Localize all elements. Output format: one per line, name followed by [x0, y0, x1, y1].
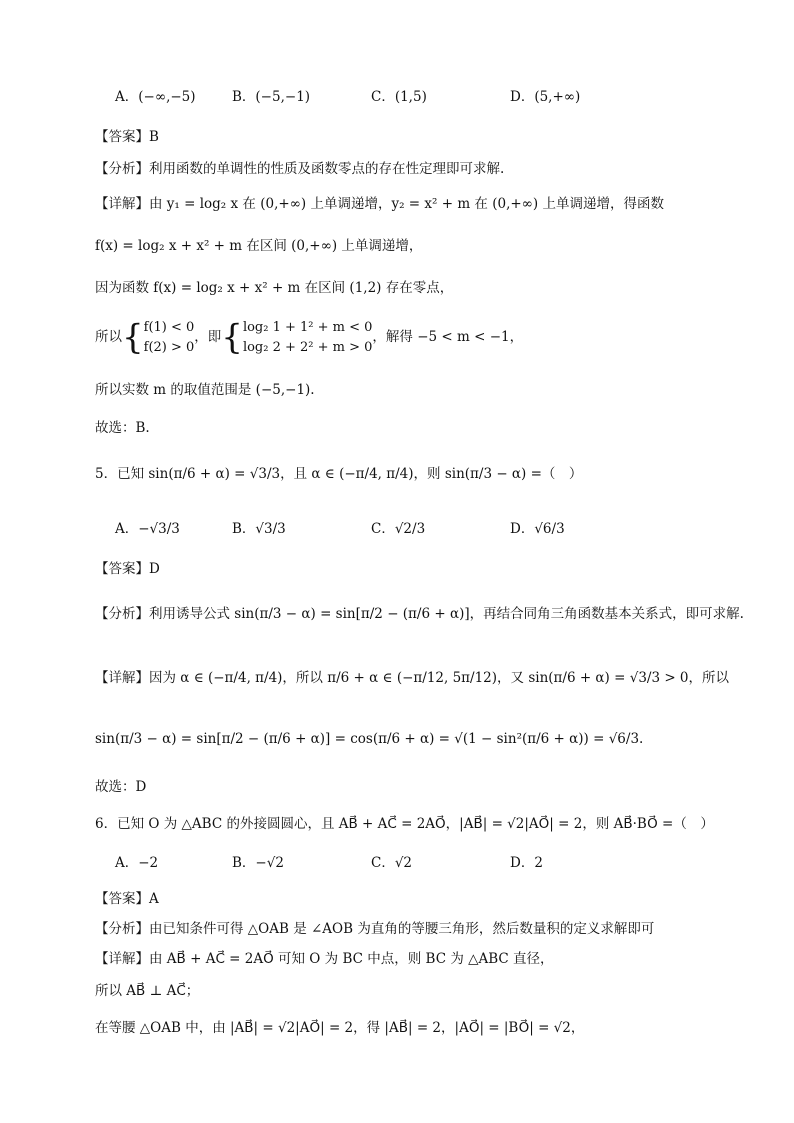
- analysis-tag: 【分析】: [95, 921, 149, 937]
- q5-option-b: B．√3/3: [232, 521, 286, 537]
- q6-detail-line-2: 所以 AB⃗ ⊥ AC⃗；: [95, 983, 200, 999]
- q5-option-a: A．−√3/3: [115, 521, 180, 537]
- q4-detail-line-4: [95, 318, 523, 357]
- q4-detail-line-3: 因为函数 f(x) = log₂ x + x² + m 在区间 (1,2) 存在零点，: [95, 280, 454, 296]
- detail-tag: 【详解】: [95, 951, 149, 967]
- q4-answer: B: [149, 129, 159, 145]
- analysis-tag: 【分析】: [95, 161, 149, 177]
- system-2: [243, 318, 372, 357]
- q4-option-a: A．(−∞,−5): [115, 89, 196, 105]
- q4-detail-line-5: 所以实数 m 的取值范围是 (−5,−1).: [95, 382, 315, 398]
- answer-tag: 【答案】: [95, 129, 149, 145]
- q4-option-c: C．(1,5): [371, 89, 427, 105]
- q5-stem: 5．已知 sin(π/6 + α) = √3/3，且 α ∈ (−π/4, π/4)，则 sin(π/3 − α) =（ ）: [95, 466, 583, 482]
- analysis-tag: 【分析】: [95, 606, 149, 622]
- q5-detail-line-2: sin(π/3 − α) = sin[π/2 − (π/6 + α)] = cos(π/6 + α) = √(1 − sin²(π/6 + α)) = √6/3.: [95, 731, 644, 747]
- q5-option-d: D．√6/3: [510, 521, 565, 537]
- system-1-row-1: f(1) < 0: [143, 320, 195, 335]
- q5-choose: 故选：D: [95, 779, 147, 795]
- q6-answer-line: [95, 893, 159, 907]
- q6-analysis-line: [95, 923, 654, 937]
- q5-answer: D: [149, 561, 160, 577]
- q4-answer-line: [95, 131, 159, 145]
- system-2-row-1: log₂ 1 + 1² + m < 0: [242, 320, 373, 335]
- q6-answer: A: [149, 891, 159, 907]
- q4-detail-line-2: f(x) = log₂ x + x² + m 在区间 (0,+∞) 上单调递增，: [95, 238, 423, 254]
- q5-analysis: 利用诱导公式 sin(π/3 − α) = sin[π/2 − (π/6 + α)]，再结合同角三角函数基本关系式，即可求解.: [149, 606, 744, 622]
- q6-option-b: B．−√2: [232, 855, 284, 871]
- system-1-row-2: f(2) > 0: [143, 339, 195, 355]
- detail-tag: 【详解】: [95, 670, 149, 686]
- q5-detail-1: 因为 α ∈ (−π/4, π/4)，所以 π/6 + α ∈ (−π/12, 5π/12)，又 sin(π/6 + α) = √3/3 > 0，所以: [149, 670, 730, 686]
- answer-tag: 【答案】: [95, 891, 149, 907]
- q4-detail-1: 由 y₁ = log₂ x 在 (0,+∞) 上单调递增，y₂ = x² + m 在 (0,+∞) 上单调递增，得函数: [149, 196, 664, 212]
- q4-detail-4-pre: 所以: [95, 329, 122, 345]
- system-2-row-2: log₂ 2 + 2² + m > 0: [242, 339, 373, 355]
- q6-detail-line-1: [95, 953, 554, 967]
- q4-detail-4-mid: ，即: [194, 329, 222, 345]
- q5-detail-line-1: [95, 672, 729, 686]
- q6-detail-1: 由 AB⃗ + AC⃗ = 2AO⃗ 可知 O 为 BC 中点，则 BC 为 △ABC 直径，: [149, 951, 554, 967]
- q4-analysis-line: [95, 163, 504, 177]
- answer-tag: 【答案】: [95, 561, 149, 577]
- q4-detail-line-1: [95, 198, 664, 212]
- q5-answer-line: [95, 563, 160, 577]
- q6-analysis: 由已知条件可得 △OAB 是 ∠AOB 为直角的等腰三角形，然后数量积的定义求解即可: [149, 921, 655, 937]
- q6-detail-line-3: 在等腰 △OAB 中，由 |AB⃗| = √2|AO⃗| = 2，得 |AB⃗| = 2，|AO⃗| = |BO⃗| = √2，: [95, 1020, 585, 1036]
- q5-analysis-line: [95, 608, 744, 622]
- q6-stem: 6．已知 O 为 △ABC 的外接圆圆心，且 AB⃗ + AC⃗ = 2AO⃗，|AB⃗| = √2|AO⃗| = 2，则 AB⃗·BO⃗ =（ ）: [95, 816, 714, 832]
- q6-option-a: A．−2: [115, 855, 159, 871]
- q4-option-b: B．(−5,−1): [232, 89, 311, 105]
- q4-choose: 故选：B.: [95, 420, 150, 436]
- q5-option-c: C．√2/3: [371, 521, 426, 537]
- q4-detail-4-post: ，解得 −5 < m < −1，: [372, 329, 524, 345]
- q4-option-d: D．(5,+∞): [510, 89, 581, 105]
- left-brace: {: [221, 317, 243, 358]
- q6-option-c: C．√2: [371, 855, 413, 871]
- q4-analysis: 利用函数的单调性的性质及函数零点的存在性定理即可求解.: [149, 161, 505, 177]
- detail-tag: 【详解】: [95, 196, 149, 212]
- left-brace: {: [122, 317, 144, 358]
- system-1: [144, 318, 195, 357]
- q6-option-d: D．2: [510, 855, 543, 871]
